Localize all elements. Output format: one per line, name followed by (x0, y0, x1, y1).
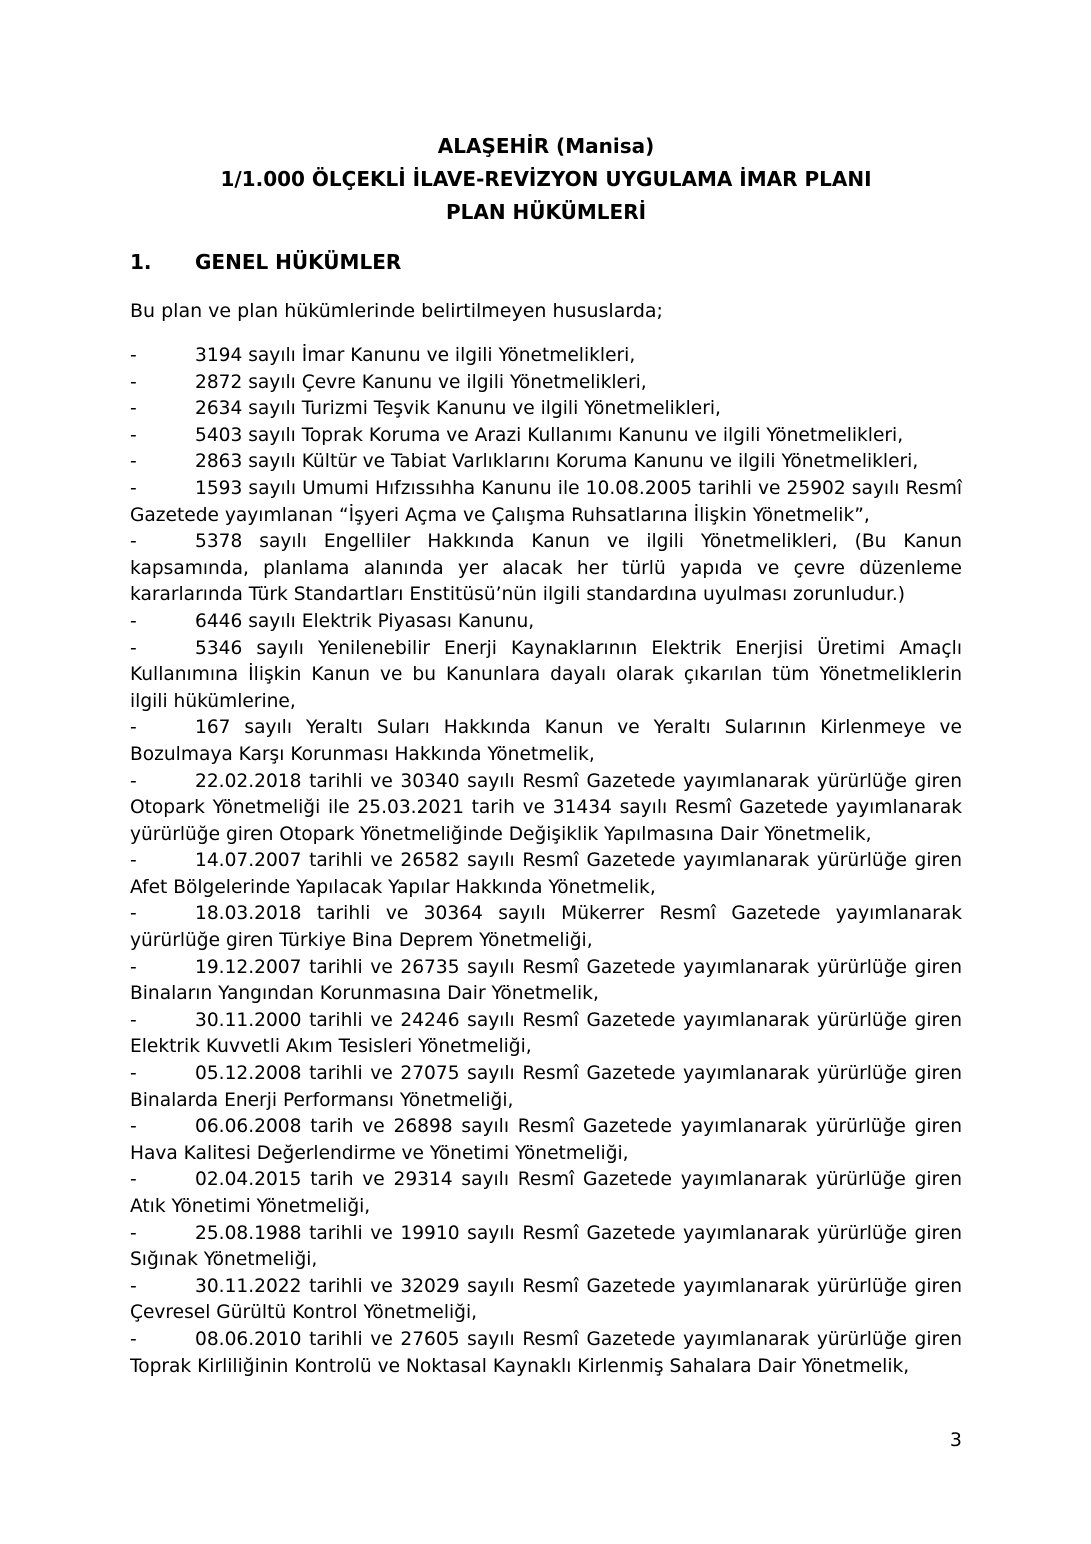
list-item-text: 5403 sayılı Toprak Koruma ve Arazi Kullanımı Kanunu ve ilgili Yönetmelikleri, (195, 424, 904, 446)
list-item-text: 25.08.1988 tarihli ve 19910 sayılı Resmî Gazetede yayımlanarak yürürlüğe giren Sığınak Yönetmeliği, (130, 1222, 962, 1271)
list-item-text: 18.03.2018 tarihli ve 30364 sayılı Mükerrer Resmî Gazetede yayımlanarak yürürlüğe giren Türkiye Bina Deprem Yönetmeliği, (130, 903, 962, 952)
page-number: 3 (949, 1429, 962, 1451)
list-bullet: - (130, 424, 137, 446)
list-item (130, 609, 962, 636)
list-bullet: - (130, 1169, 137, 1191)
list-bullet: - (130, 1222, 137, 1244)
list-item-text: 19.12.2007 tarihli ve 26735 sayılı Resmî Gazetede yayımlanarak yürürlüğe giren Binaların Yangından Korunmasına Dair Yönetmelik, (130, 956, 962, 1005)
list-item-text: 5346 sayılı Yenilenebilir Enerji Kaynaklarının Elektrik Enerjisi Üretimi Amaçlı Kullanımına İlişkin Kanun ve bu Kanunlara dayalı olarak çıkarılan tüm Yönetmeliklerin ilgili hükümlerine, (130, 637, 962, 712)
list-item (130, 636, 962, 716)
list-bullet: - (130, 371, 137, 393)
list-item-text: 30.11.2022 tarihli ve 32029 sayılı Resmî Gazetede yayımlanarak yürürlüğe giren Çevresel Gürültü Kontrol Yönetmeliği, (130, 1275, 962, 1324)
list-item-text: 2872 sayılı Çevre Kanunu ve ilgili Yönetmelikleri, (195, 371, 647, 393)
list-bullet: - (130, 637, 137, 659)
section-heading (130, 248, 401, 276)
list-item-text: 6446 sayılı Elektrik Piyasası Kanunu, (195, 610, 535, 632)
list-item-text: 1593 sayılı Umumi Hıfzıssıhha Kanunu ile 10.08.2005 tarihli ve 25902 sayılı Resmî Gazetede yayımlanan “İşyeri Açma ve Çalışma Ruhsatlarına İlişkin Yönetmelik”, (130, 477, 962, 526)
list-item (130, 343, 962, 370)
list-bullet: - (130, 903, 137, 925)
list-bullet: - (130, 1275, 137, 1297)
list-bullet: - (130, 1116, 137, 1138)
list-bullet: - (130, 451, 137, 473)
list-bullet: - (130, 398, 137, 420)
list-item-text: 2634 sayılı Turizmi Teşvik Kanunu ve ilgili Yönetmelikleri, (195, 398, 721, 420)
list-item (130, 955, 962, 1008)
list-item (130, 476, 962, 529)
list-item-text: 14.07.2007 tarihli ve 26582 sayılı Resmî Gazetede yayımlanarak yürürlüğe giren Afet Bölgelerinde Yapılacak Yapılar Hakkında Yönetmelik, (130, 850, 962, 898)
list-item (130, 1167, 962, 1220)
list-item (130, 715, 962, 768)
list-item (130, 370, 962, 397)
list-item-text: 06.06.2008 tarih ve 26898 sayılı Resmî Gazetede yayımlanarak yürürlüğe giren Hava Kalitesi Değerlendirme ve Yönetimi Yönetmeliği, (130, 1116, 962, 1164)
list-item (130, 396, 962, 423)
list-bullet: - (130, 1328, 137, 1350)
list-item (130, 1327, 962, 1380)
regulation-list (130, 343, 962, 1380)
title-line-2: 1/1.000 ÖLÇEKLİ İLAVE-REVİZYON UYGULAMA İMAR PLANI (220, 167, 872, 191)
list-bullet: - (130, 345, 137, 366)
list-item (130, 1274, 962, 1327)
list-item (130, 1114, 962, 1167)
list-bullet: - (130, 770, 137, 792)
title-line-3: PLAN HÜKÜMLERİ (445, 200, 647, 224)
list-bullet: - (130, 531, 137, 553)
list-item-text: 5378 sayılı Engelliler Hakkında Kanun ve ilgili Yönetmelikleri, (Bu Kanun kapsamında, planlama alanında yer alacak her türlü yapıda ve çevre düzenleme kararlarında Türk Standartları Enstitüsü’nün ilgili standardına uyulması zorunludur.) (130, 531, 962, 606)
list-item (130, 1008, 962, 1061)
section-number: 1. (130, 250, 152, 274)
list-bullet: - (130, 610, 137, 632)
list-item (130, 848, 962, 901)
list-bullet: - (130, 1009, 137, 1031)
list-bullet: - (130, 1063, 137, 1085)
list-bullet: - (130, 477, 137, 499)
list-item-text: 167 sayılı Yeraltı Suları Hakkında Kanun ve Yeraltı Sularının Kirlenmeye ve Bozulmaya Karşı Korunması Hakkında Yönetmelik, (130, 717, 962, 765)
list-item (130, 1221, 962, 1274)
list-item (130, 423, 962, 450)
list-item-text: 22.02.2018 tarihli ve 30340 sayılı Resmî Gazetede yayımlanarak yürürlüğe giren Otopark Yönetmeliği ile 25.03.2021 tarih ve 31434 sayılı Resmî Gazetede yayımlanarak yürürlüğe giren Otopark Yönetmeliğinde Değişiklik Yapılmasına Dair Yönetmelik, (130, 770, 962, 845)
list-bullet: - (130, 850, 137, 872)
list-item-text: 2863 sayılı Kültür ve Tabiat Varlıklarını Koruma Kanunu ve ilgili Yönetmelikleri, (195, 451, 919, 473)
list-bullet: - (130, 717, 137, 739)
section-title: GENEL HÜKÜMLER (195, 250, 402, 274)
list-item (130, 1061, 962, 1114)
list-item-text: 05.12.2008 tarihli ve 27075 sayılı Resmî Gazetede yayımlanarak yürürlüğe giren Binalarda Enerji Performansı Yönetmeliği, (130, 1063, 962, 1111)
intro-paragraph: Bu plan ve plan hükümlerinde belirtilmeyen hususlarda; (130, 300, 663, 322)
list-item (130, 769, 962, 849)
list-item (130, 529, 962, 609)
list-item-text: 02.04.2015 tarih ve 29314 sayılı Resmî Gazetede yayımlanarak yürürlüğe giren Atık Yönetimi Yönetmeliği, (130, 1169, 962, 1217)
list-bullet: - (130, 956, 137, 978)
list-item (130, 449, 962, 476)
list-item-text: 3194 sayılı İmar Kanunu ve ilgili Yönetmelikleri, (195, 345, 636, 366)
document-title (130, 130, 962, 229)
list-item-text: 30.11.2000 tarihli ve 24246 sayılı Resmî Gazetede yayımlanarak yürürlüğe giren Elektrik Kuvvetli Akım Tesisleri Yönetmeliği, (130, 1009, 962, 1058)
list-item-text: 08.06.2010 tarihli ve 27605 sayılı Resmî Gazetede yayımlanarak yürürlüğe giren Toprak Kirliliğinin Kontrolü ve Noktasal Kaynaklı Kirlenmiş Sahalara Dair Yönetmelik, (130, 1328, 962, 1377)
list-item (130, 901, 962, 954)
title-line-1: ALAŞEHİR (Manisa) (437, 134, 655, 158)
